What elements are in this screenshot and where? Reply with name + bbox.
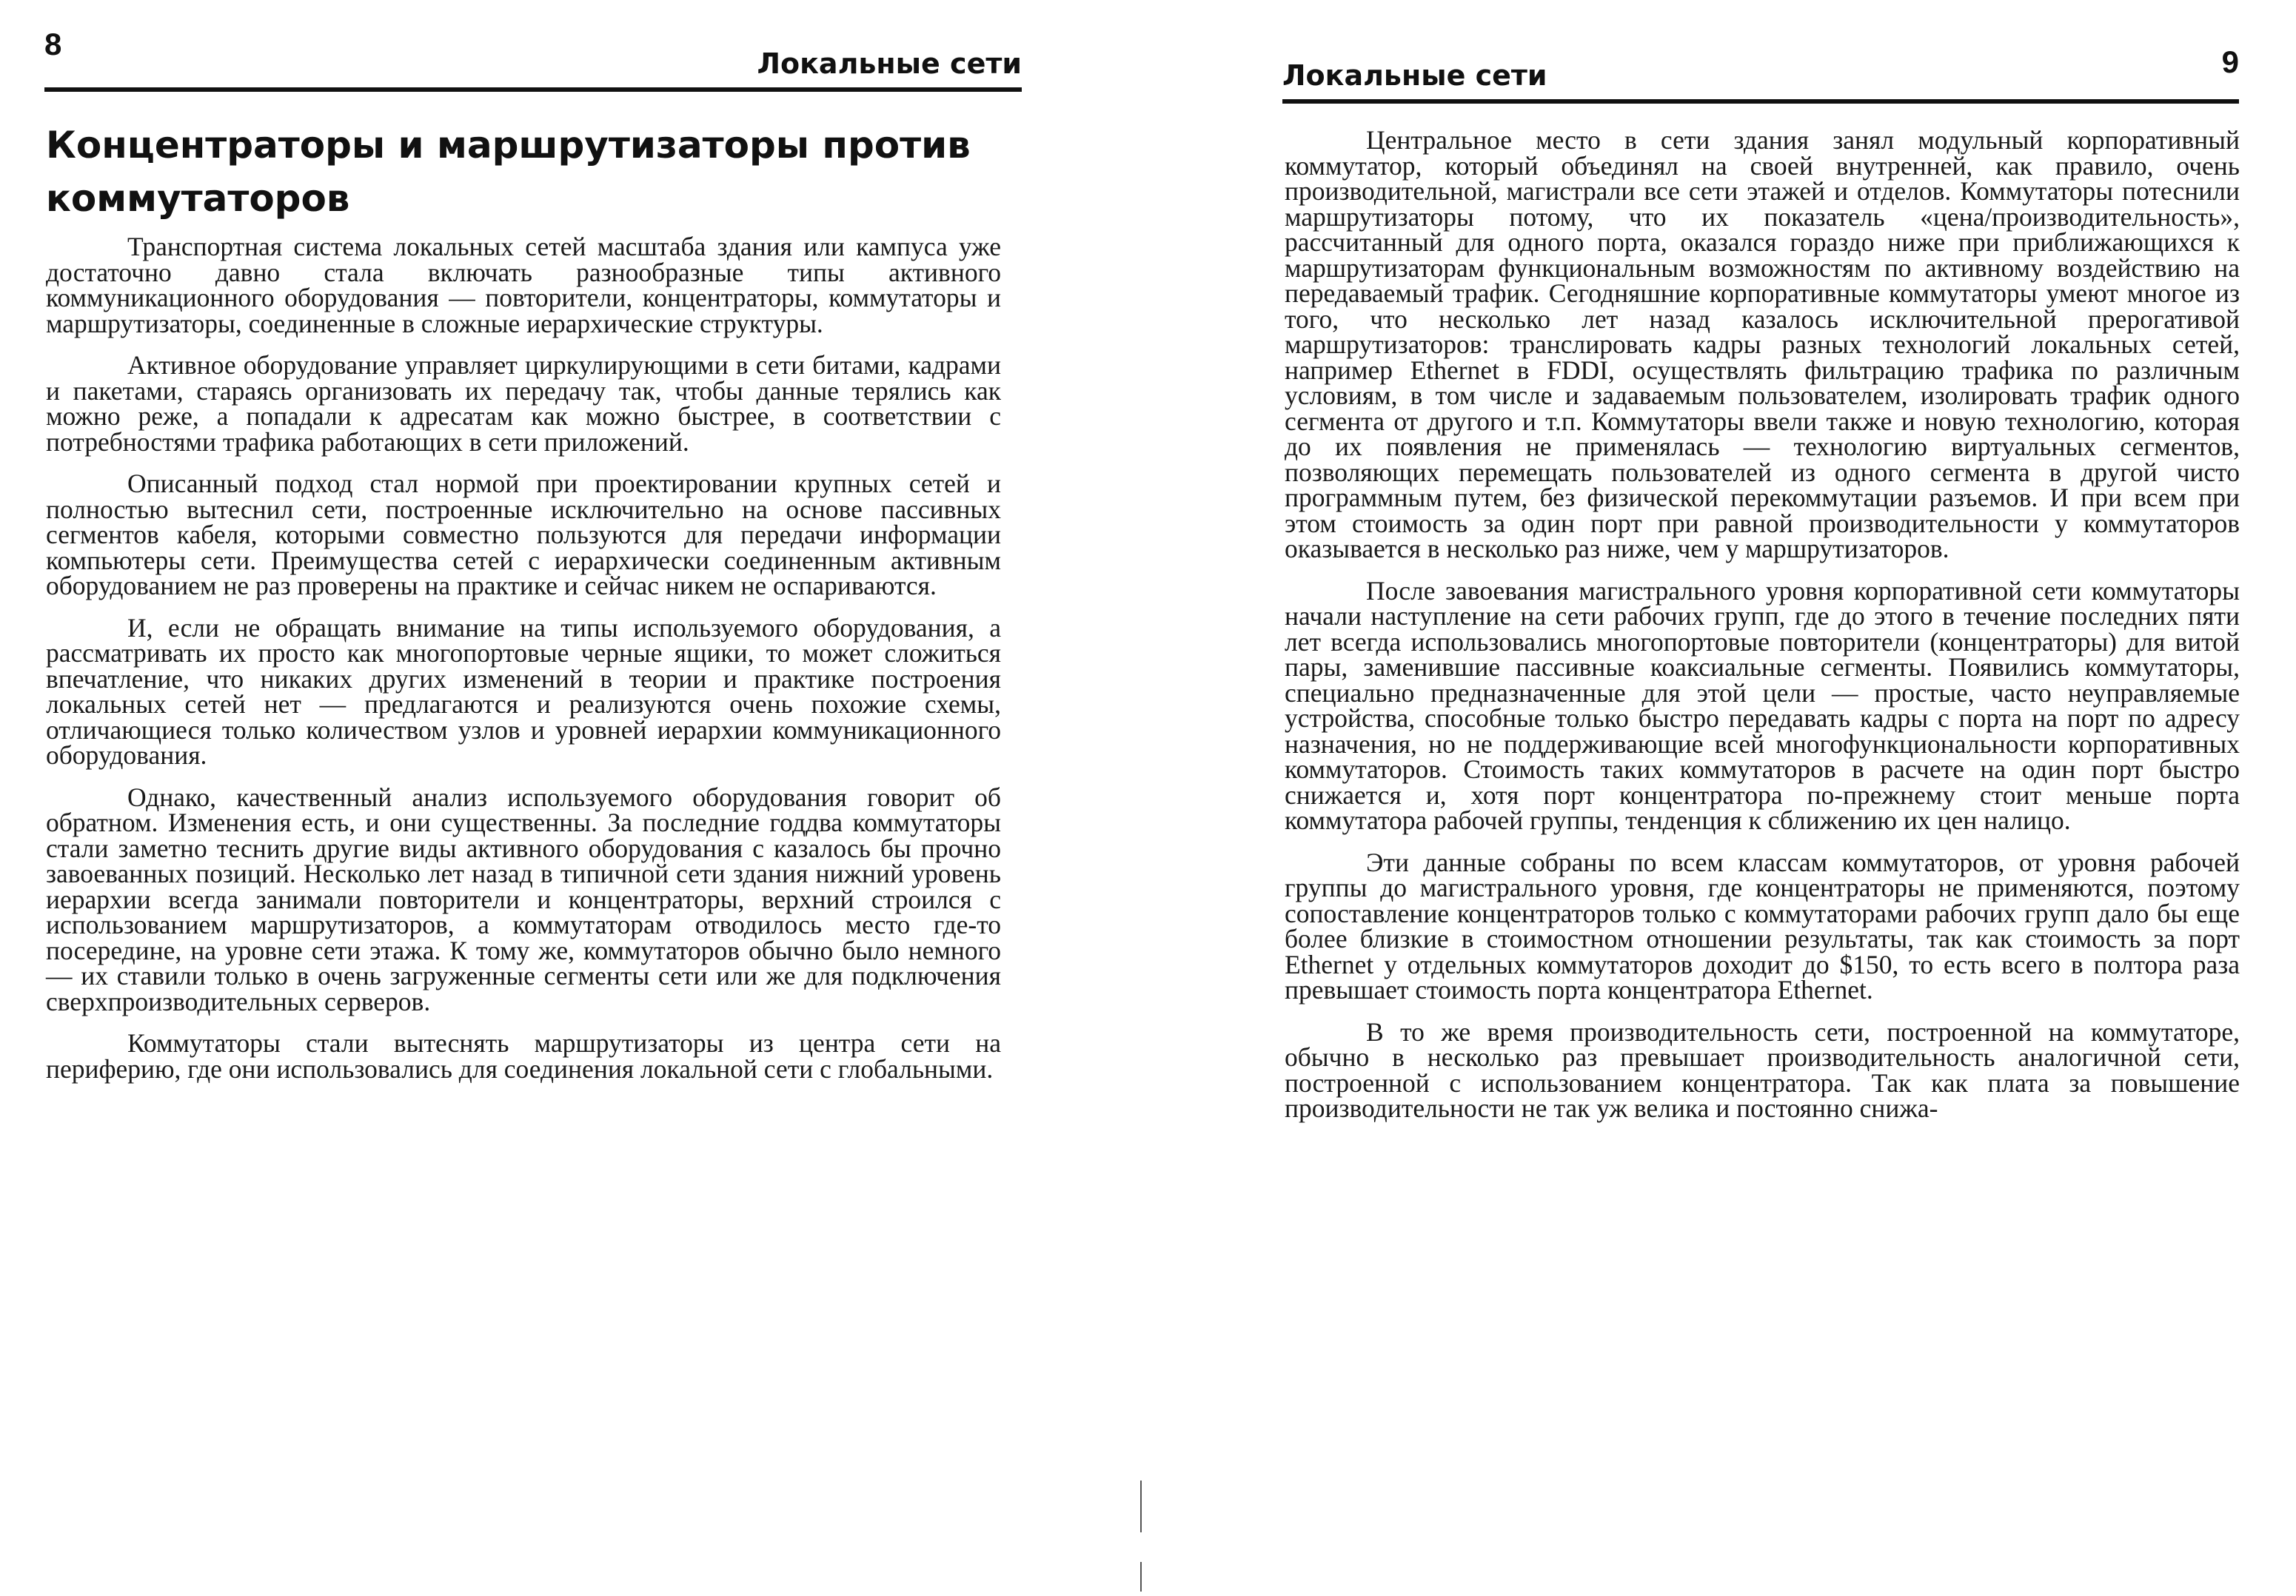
left-page-header [44, 21, 1022, 92]
paragraph: Коммутаторы стали вытеснять маршрутизаторы из центра сети на периферию, где они использовались для соединения локальной сети с глобальными. [46, 1028, 1001, 1084]
paragraph: Транспортная система локальных сетей масштаба здания или кампуса уже достаточно давно стала включать разнообразные типы активного коммуникационного оборудования — повторители, концентраторы, коммутаторы и маршрутизаторы, соединенные в сложные иерархические структуры. [46, 232, 1001, 338]
left-page-body [46, 234, 1001, 1098]
paragraph: В то же время производительность сети, построенной на коммутаторе, обычно в несколько раз превышает производительность аналогичной сети, построенной с использованием концентратора. Так как плата за повышение производительности не так уж велика и постоянно снижа- [1285, 1016, 2240, 1123]
paragraph: И, если не обращать внимание на типы используемого оборудования, а рассматривать их просто как многопортовые черные ящики, то может сложиться впечатление, что никаких других изменений в теории и практике построения локальных сетей нет — предлагаются и реализуются очень похожие схемы, отличающиеся только количеством узлов и уровней иерархии коммуникационного оборудования. [46, 612, 1001, 770]
paragraph: Однако, качественный анализ используемого оборудования говорит об обратном. Изменения есть, и они существенны. За последние годдва коммутаторы стали заметно теснить другие виды активного оборудования с казалось бы прочно завоеванных позиций. Несколько лет назад в типичной сети здания нижний уровень иерархии всегда занимали повторители и концентраторы, верхний строился с использованием маршрутизаторов, а коммутаторам отводилось место где-то посередине, на уровне сети этажа. К тому же, коммутаторов обычно было немного — их ставили только в очень загруженные сегменты сети или же для подключения сверхпроизводительных серверов. [46, 782, 1001, 1016]
gutter-mark [1140, 1562, 1142, 1592]
right-page [1199, 0, 2296, 1596]
gutter-mark [1140, 1481, 1142, 1532]
paragraph: Центральное место в сети здания занял модульный корпоративный коммутатор, который объединял на своей внутренней, как правило, очень производительной, магистрали все сети этажей и отделов. Коммутаторы потеснили маршрутизаторы потому, что их показатель «цена/производительность», рассчитанный для одного порта, оказался гораздо ниже при приближающихся к маршрутизаторам функциональным возможностям по активному воздействию на передаваемый трафик. Сегодняшние корпоративные коммутаторы умеют многое из того, что несколько лет назад казалось исключительной прерогативой маршрутизаторов: транслировать кадры разных технологий локальных сетей, например Ethernet в FDDI, осуществлять фильтрацию трафика по различным условиям, в том числе и задаваемым пользователем, изолировать трафик одного сегмента от другого и т.п. Коммутаторы ввели также и новую технологию, которая до их появления не применялась — технологию виртуальных сегментов, позволяющих перемещать пользователей из одного сегмента в другой чисто программным путем, без физической перекоммутации разъемов. И при всем при этом стоимость за один порт при равной производительности у коммутаторов оказывается в несколько раз ниже, чем у маршрутизаторов. [1285, 125, 2240, 563]
page-number: 9 [2221, 44, 2239, 79]
running-title: Локальные сети [757, 47, 1022, 80]
left-page [0, 0, 1096, 1596]
paragraph: Описанный подход стал нормой при проектировании крупных сетей и полностью вытеснил сети, построенные исключительно на основе пассивных сегментов кабеля, которыми совместно пользуются для передачи информации компьютеры сети. Преимущества сетей с иерархически соединенным активным оборудованием не раз проверены на практике и сейчас никем не оспариваются. [46, 469, 1001, 600]
page-number: 8 [44, 27, 62, 61]
right-page-body [1285, 127, 2240, 1138]
paragraph: Эти данные собраны по всем классам коммутаторов, от уровня рабочей группы до магистрального уровня, где концентраторы не применяются, поэтому сопоставление концентраторов только с коммутаторами рабочих групп дало бы еще более близкие в стоимостном отношении результаты, так как стоимость за порт Ethernet у отдельных коммутаторов доходит до $150, то есть всего в полтора раза превышает стоимость порта концентратора Ethernet. [1285, 847, 2240, 1005]
paragraph: Активное оборудование управляет циркулирующими в сети битами, кадрами и пакетами, стараясь организовать их передачу так, чтобы данные терялись как можно реже, а попадали к адресатам как можно быстрее, в соответствии с потребностями трафика работающих в сети приложений. [46, 350, 1001, 457]
paragraph: После завоевания магистрального уровня корпоративной сети коммутаторы начали наступление на сети рабочих групп, где до этого в течение последних пяти лет всегда использовались многопортовые повторители (концентраторы) для витой пары, заменившие пассивные коаксиальные сегменты. Появились коммутаторы, специально предназначенные для этой цели — простые, часто неуправляемые устройства, способные только быстро передавать кадры с порта на порт по адресу назначения, но не поддерживающие всей многофункциональности корпоративных коммутаторов. Стоимость таких коммутаторов в расчете на один порт быстро снижается и, хотя порт концентратора по-прежнему стоит меньше порта коммутатора рабочей группы, тенденция к сближению их цен налицо. [1285, 575, 2240, 835]
section-heading: Концентраторы и маршрутизаторы против коммутаторов [46, 124, 971, 220]
running-title: Локальные сети [1282, 59, 1547, 92]
right-page-header [1282, 44, 2239, 104]
